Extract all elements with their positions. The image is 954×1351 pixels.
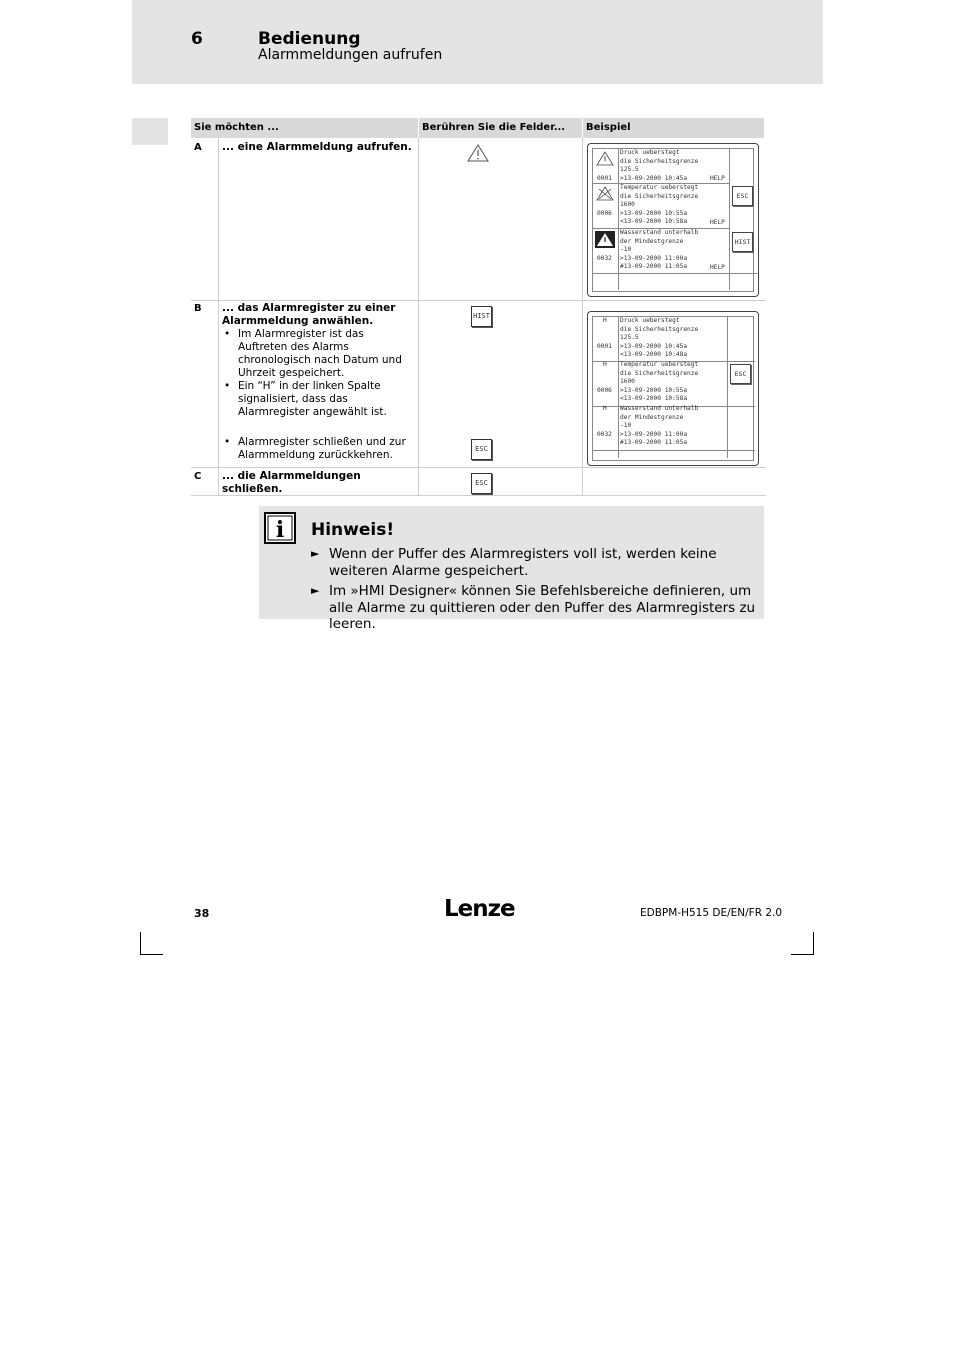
alarm-code: 0032 [597, 255, 612, 262]
warning-acknowledged-icon [596, 186, 614, 201]
note-title: Hinweis! [311, 520, 395, 540]
chapter-number: 6 [191, 29, 203, 49]
esc-button[interactable]: ESC [730, 364, 751, 384]
crop-mark [813, 932, 814, 955]
side-tab [132, 118, 168, 145]
alarm-screen-b-content [592, 316, 756, 461]
col-header-example: Beispiel [583, 118, 764, 138]
header-band [132, 0, 823, 84]
hist-button[interactable]: HIST [732, 232, 753, 252]
row-b-description-2 [222, 436, 412, 462]
help-label: HELP [710, 219, 725, 226]
alarm-code: 0006 [597, 210, 612, 217]
section-title: Alarmmeldungen aufrufen [258, 47, 443, 63]
crop-mark [140, 932, 141, 955]
esc-key[interactable]: ESC [471, 473, 492, 494]
chapter-title: Bedienung [258, 29, 361, 49]
document-id: EDBPM-H515 DE/EN/FR 2.0 [640, 907, 783, 919]
history-flag: H [603, 317, 607, 324]
alarm-text: Wasserstand unterhalb der Mindestgrenze -10 >13-09-2000 11:00a #13-09-2000 11:05a [620, 229, 699, 271]
grid-line [582, 138, 583, 495]
alarm-text: Temperatur ueberstegt die Sicherheitsgrenze 1600 >13-09-2000 10:55a <13-09-2000 10:58a [620, 184, 699, 226]
crop-mark [140, 954, 163, 955]
row-b-text: ... das Alarmregister zu einer Alarmmeldung anwählen. [222, 302, 396, 327]
row-b-bullet-3: • Alarmregister schließen und zur Alarmmeldung zurückkehren. [222, 436, 412, 462]
page-number: 38 [194, 907, 210, 920]
warning-icon [596, 151, 614, 166]
warning-active-icon [595, 231, 615, 248]
history-flag: H [603, 361, 607, 368]
esc-button[interactable]: ESC [732, 186, 753, 206]
help-label: HELP [710, 264, 725, 271]
crop-mark [791, 954, 814, 955]
row-b-bullet-1: • Im Alarmregister ist das Auftreten des Alarms chronologisch nach Datum und Uhrzeit gespeichert. [222, 328, 412, 380]
esc-key[interactable]: ESC [471, 439, 492, 460]
arrow-right-icon: ► [311, 584, 320, 597]
col-header-want: Sie möchten ... [191, 118, 418, 138]
row-label-a: A [194, 142, 202, 153]
history-flag: H [603, 405, 607, 412]
row-a-text: ... eine Alarmmeldung aufrufen. [222, 141, 412, 153]
alarm-code: 0006 [597, 387, 612, 394]
row-c-text: ... die Alarmmeldungen schließen. [222, 470, 361, 495]
arrow-right-icon: ► [311, 547, 320, 560]
svg-text:i: i [275, 517, 285, 543]
row-label-b: B [194, 303, 202, 314]
help-label: HELP [710, 175, 725, 182]
grid-line [191, 300, 766, 301]
alarm-text: Druck ueberstegt die Sicherheitsgrenze 125.5 >13-09-2000 10:45a <13-09-2000 10:48a [620, 317, 699, 359]
col-header-touch: Berühren Sie die Felder... [419, 118, 582, 138]
warning-icon[interactable] [466, 143, 490, 163]
row-b-description [222, 302, 412, 419]
hist-key[interactable]: HIST [471, 306, 492, 327]
alarm-text: Temperatur ueberstegt die Sicherheitsgrenze 1600 >13-09-2000 10:55a <13-09-2000 10:58a [620, 361, 699, 403]
row-label-c: C [194, 471, 202, 482]
note-item-1: ► Wenn der Puffer des Alarmregisters voll ist, werden keine weiteren Alarme gespeichert. [311, 546, 717, 579]
alarm-text: Wasserstand unterhalb der Mindestgrenze -10 >13-09-2000 11:00a #13-09-2000 11:05a [620, 405, 699, 447]
alarm-code: 0001 [597, 175, 612, 182]
note-item-2: ► Im »HMI Designer« können Sie Befehlsbereiche definieren, um alle Alarme zu quittieren oder den Puffer des Alarmregisters zu leeren. [311, 583, 756, 632]
lenze-logo: Lenze [444, 896, 515, 922]
alarm-code: 0032 [597, 431, 612, 438]
alarm-code: 0001 [597, 343, 612, 350]
alarm-text: Druck ueberstegt die Sicherheitsgrenze 125.5 >13-09-2000 10:45a [620, 149, 699, 182]
alarm-screen-a-content [592, 148, 756, 293]
grid-line [218, 138, 219, 495]
info-icon [264, 512, 296, 544]
grid-line [418, 138, 419, 495]
row-b-bullet-2: • Ein “H” in der linken Spalte signalisiert, dass das Alarmregister angewählt ist. [222, 380, 412, 419]
grid-line [191, 467, 766, 468]
